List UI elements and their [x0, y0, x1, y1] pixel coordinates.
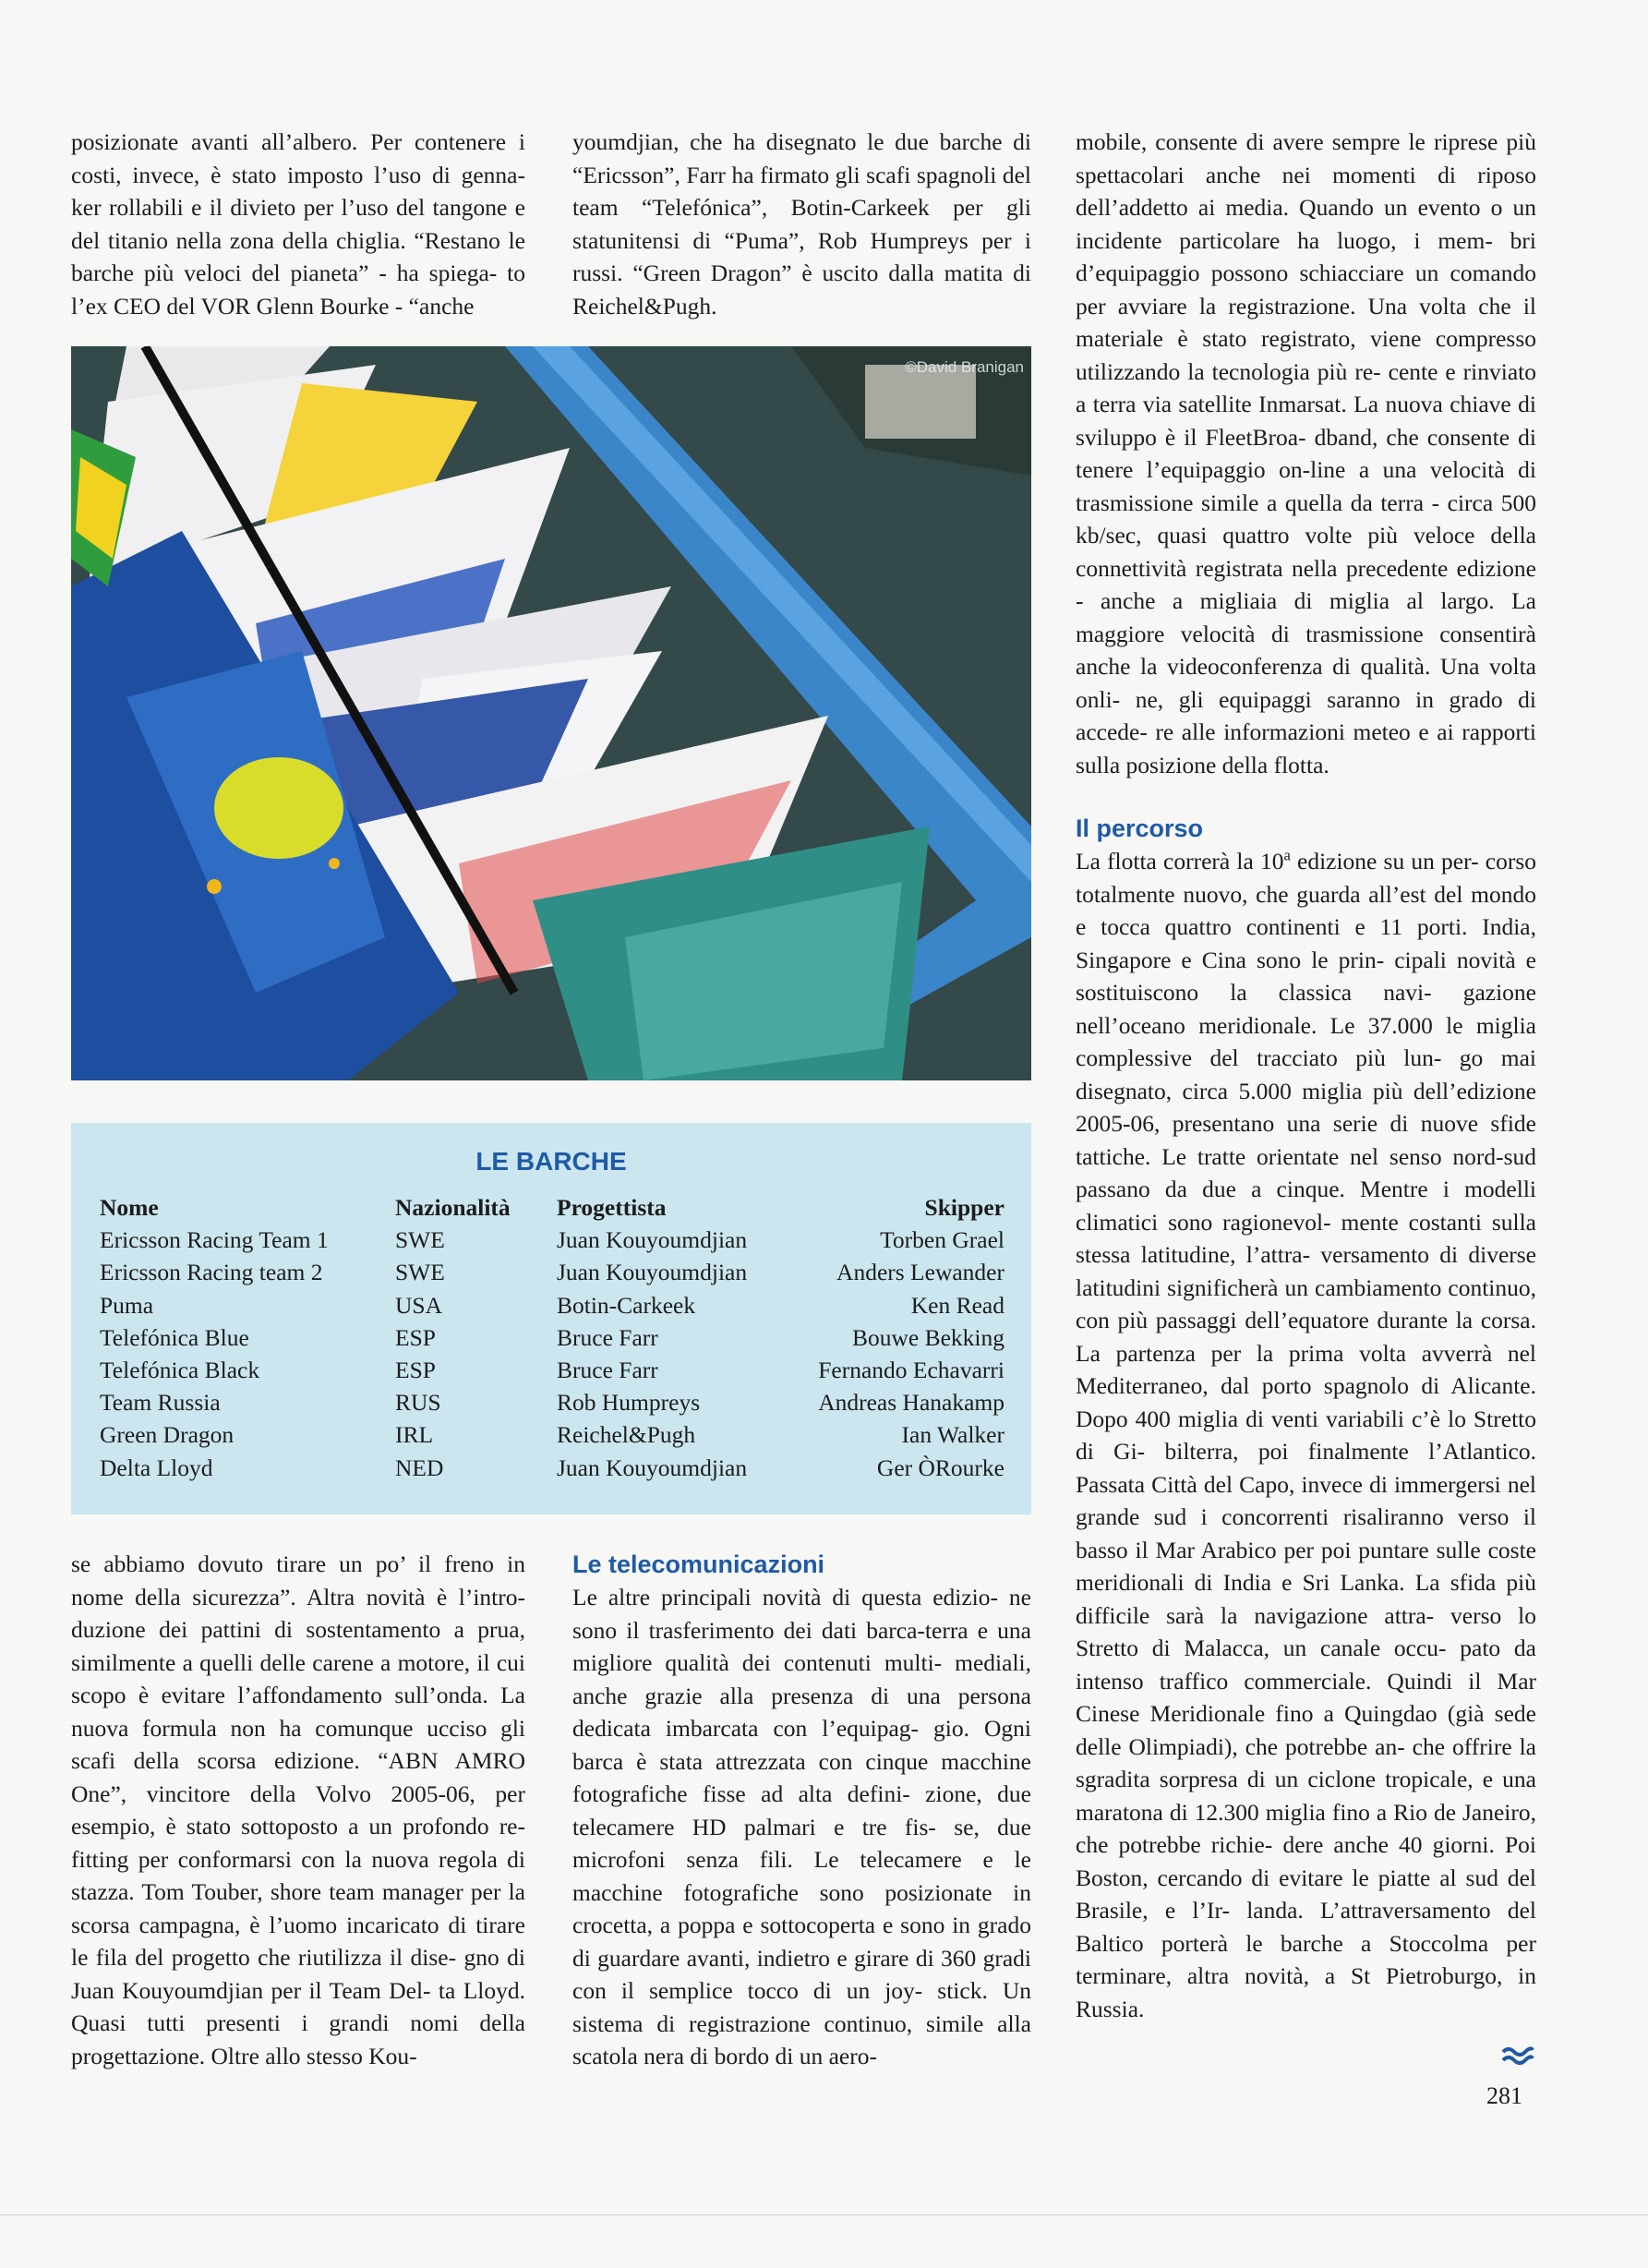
cell-nome: Team Russia [100, 1389, 221, 1417]
cell-nome: Ericsson Racing team 2 [100, 1259, 323, 1286]
cell-skipper: Torben Grael [880, 1226, 1004, 1254]
table-row [100, 1224, 1004, 1256]
cell-nazionalita: SWE [395, 1259, 445, 1286]
cell-nazionalita: ESP [395, 1323, 436, 1351]
cell-nazionalita: IRL [395, 1421, 434, 1449]
paragraph: se abbiamo dovuto tirare un po’ il freno in nome della sicurezza”. Altra novità è l’intro- duzione dei pattini di sostentamento a prua, similmente a quelli delle carene a motore, il cui scopo è evitare l’affondamento sull’onda. La nuova formula non ha comunque ucciso gli scafi della scorsa edizione. “ABN AMRO One”, vincitore della Volvo 2005-06, per esempio, è stato sottoposto a un profondo re- fitting per conformarsi con la nuova regola di stazza. Tom Touber, shore team manager per la scorsa campagna, è l’uomo incaricato di tirare le fila del progetto che riutilizza il dise- gno di Juan Kouyoumdjian per il Team Del- ta Lloyd. Quasi tutti presenti i grandi nomi della progettazione. Oltre allo stesso Kou- [71, 1550, 525, 2069]
paragraph: youmdjian, che ha disegnato le due barche di “Ericsson”, Farr ha firmato gli scafi spagnoli del team “Telefónica”, Botin-Carkeek per gli statunitensi di “Puma”, Rob Humpreys per i russi. “Green Dragon” è uscito dalla matita di Reichel&Pugh. [572, 128, 1031, 320]
cell-skipper: Ger ÒRourke [876, 1454, 1004, 1481]
section-heading-percorso: Il percorso [1076, 814, 1204, 842]
header-progettista: Progettista [557, 1194, 667, 1221]
sailboats-aerial-image [71, 346, 1031, 1080]
percorso-text-a: La flotta correrà la 10 [1076, 848, 1284, 875]
header-skipper: Skipper [924, 1194, 1004, 1221]
paragraph-percorso [1076, 845, 1536, 2025]
cell-progettista: Bruce Farr [557, 1357, 658, 1384]
boats-table [100, 1191, 1004, 1484]
cell-skipper: Anders Lewander [836, 1259, 1004, 1286]
paragraph: posizionate avanti all’albero. Per contenere i costi, invece, è stato imposto l’uso di genna- ker rollabili e il divieto per l’uso del tangone e del titanio nella zona della chiglia. “Restano le barche più veloci del pianeta” - ha spiega- to l’ex CEO del VOR Glenn Bourke - “anche [71, 128, 525, 320]
cell-nome: Puma [100, 1291, 154, 1319]
table-row [100, 1321, 1004, 1354]
cell-nome: Telefónica Blue [100, 1323, 249, 1351]
table-header-row [100, 1191, 1004, 1224]
cell-progettista: Botin-Carkeek [557, 1291, 696, 1319]
paragraph: Le altre principali novità di questa edizio- ne sono il trasferimento dei dati barca-terra e una migliore qualità dei contenuti multi- mediali, anche grazie alla presenza di una persona dedicata imbarcata con l’equipag- gio. Ogni barca è stata attrezzata con cinque macchine fotografiche fisse ad alta defini- zione, due telecamere HD palmari e tre fis- se, due microfoni senza fili. Le telecamere e le macchine fotografiche sono posizionate in crocetta, a poppa e sottocoperta e sono in grado di guardare avanti, indietro e girare di 360 gradi con il semplice tocco di un joy- stick. Un sistema di registrazione continuo, simile alla scatola nera di bordo di un aero- [572, 1584, 1031, 2069]
table-row [100, 1452, 1004, 1484]
column-1-bottom [71, 1548, 525, 2072]
column-2-top [572, 126, 1031, 322]
cell-skipper: Ken Read [910, 1291, 1004, 1319]
harbor-photo [71, 346, 1031, 1080]
page-edge-line [0, 2214, 1648, 2215]
end-of-article-icon [1501, 2045, 1534, 2065]
section-heading-telecomunicazioni: Le telecomunicazioni [572, 1550, 825, 1578]
page-number: 281 [1486, 2082, 1522, 2109]
header-nome: Nome [100, 1194, 159, 1221]
cell-progettista: Juan Kouyoumdjian [557, 1226, 748, 1254]
cell-nazionalita: RUS [395, 1389, 441, 1417]
header-nazionalita: Nazionalità [395, 1194, 511, 1221]
boats-table-title: LE BARCHE [475, 1147, 627, 1176]
table-row [100, 1289, 1004, 1321]
cell-skipper: Ian Walker [901, 1421, 1004, 1449]
table-row [100, 1386, 1004, 1418]
cell-progettista: Reichel&Pugh [557, 1421, 696, 1449]
table-row [100, 1256, 1004, 1288]
cell-nome: Delta Lloyd [100, 1454, 213, 1481]
cell-progettista: Juan Kouyoumdjian [557, 1454, 748, 1481]
cell-nome: Telefónica Black [100, 1357, 260, 1384]
table-row [100, 1354, 1004, 1386]
cell-nazionalita: NED [395, 1454, 444, 1481]
cell-progettista: Bruce Farr [557, 1323, 658, 1351]
boats-table-box [71, 1123, 1031, 1514]
cell-skipper: Fernando Echavarri [818, 1357, 1004, 1384]
superscript: a [1283, 846, 1291, 864]
photo-credit: ©David Branigan [905, 358, 1024, 376]
percorso-text-b: edizione su un per- corso totalmente nuovo, che guarda all’est del mondo e tocca quattro continenti e 11 porti. India, Singapore e Cina sono le prin- cipali novità e sostituiscono la classica navi- gazione nell’oceano meridionale. Le 37.000 le miglia complessive del tracciato più lun- go mai disegnato, circa 5.000 miglia più dell’edizione 2005-06, presentano una serie di nuove sfide tattiche. Le tratte orientate nel senso nord-sud passano da due a cinque. Mentre i modelli climatici sono ragionevol- mente costanti sulla stessa latitudine, l’attra- versamento di diverse latitudini significherà un cambiamento continuo, con più passaggi dell’equatore durante la corsa. La partenza per la prima volta avverrà nel Mediterraneo, dal porto spagnolo di Alicante. Dopo 400 miglia di venti variabili c’è lo Stretto di Gi- bilterra, poi finalmente l’Atlantico. Passata Città del Capo, invece di immergersi nel grande sud i concorrenti risaliranno verso il basso il Mar Arabico per poi puntare sulle coste meridionali di India e Sri Lanka. La sfida più difficile sarà la navigazione attra- verso lo Stretto di Malacca, un canale occu- pato da intenso traffico commerciale. Quindi il Mar Cinese Meridionale fino a Quingdao (già sede delle Olimpiadi), che potrebbe an- che offrire la sgradita sorpresa di un ciclone tropicale, e una maratona di 12.300 miglia fino a Rio de Janeiro, che potrebbe richie- dere anche 40 giorni. Poi Boston, cercando di evitare le piatte al sud del Brasile, e l’Ir- landa. L’attraversamento del Baltico porterà le barche a Stoccolma per terminare, altra novità, a St Pietroburgo, in Russia. [1076, 848, 1536, 2022]
cell-progettista: Juan Kouyoumdjian [557, 1259, 748, 1286]
paragraph: mobile, consente di avere sempre le riprese più spettacolari anche nei momenti di riposo dell’addetto ai media. Quando un evento o un incidente particolare ha luogo, i mem- bri d’equipaggio possono schiacciare un comando per avviare la registrazione. Una volta che il materiale è stato registrato, viene compresso utilizzando la tecnologia più re- cente e rinviato a terra via satellite Inmarsat. La nuova chiave di sviluppo è il FleetBroa- dband, che consente di tenere l’equipaggio on-line a una velocità di trasmissione simile a quella da terra - circa 500 kb/sec, quasi quattro volte più veloce della connettività registrata nella precedente edizione - anche a migliaia di miglia al largo. La maggiore velocità di trasmissione consentirà anche la videoconferenza di qualità. Una volta onli- ne, gli equipaggi saranno in grado di accede- re alle informazioni meteo e ai rapporti sulla posizione della flotta. [1076, 128, 1536, 778]
cell-nazionalita: SWE [395, 1226, 445, 1254]
column-1-top [71, 126, 525, 322]
cell-nome: Green Dragon [100, 1421, 235, 1449]
cell-nazionalita: ESP [395, 1357, 436, 1384]
column-2-bottom [572, 1548, 1031, 2073]
cell-nazionalita: USA [395, 1291, 443, 1319]
cell-skipper: Bouwe Bekking [851, 1323, 1004, 1351]
table-row [100, 1418, 1004, 1451]
cell-skipper: Andreas Hanakamp [818, 1389, 1004, 1417]
cell-progettista: Rob Humpreys [557, 1389, 701, 1417]
column-3 [1076, 126, 1536, 2025]
cell-nome: Ericsson Racing Team 1 [100, 1226, 329, 1254]
